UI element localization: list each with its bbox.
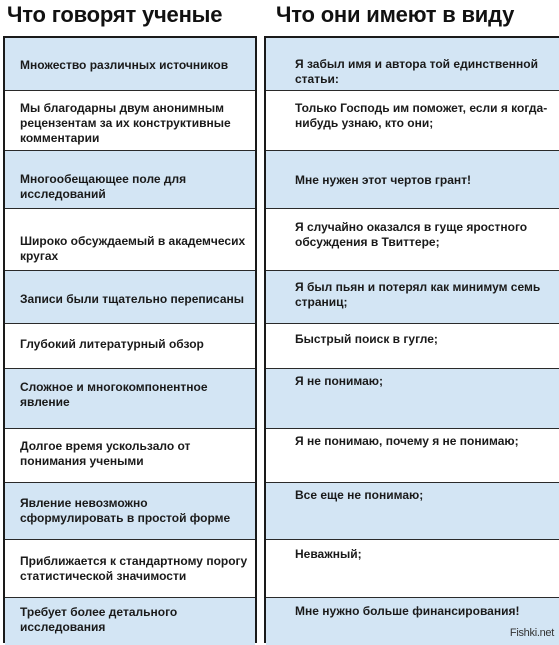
meant-row <box>266 540 559 598</box>
meant-text: Неважный; <box>295 547 362 561</box>
meant-row <box>266 429 559 483</box>
said-text: Записи были тщательно переписаны <box>20 292 245 306</box>
said-row <box>5 151 255 209</box>
meant-row <box>266 369 559 429</box>
said-column <box>3 36 257 643</box>
said-row <box>5 271 255 324</box>
meant-text: Я не понимаю; <box>295 374 384 388</box>
said-text: Множество различных источников <box>20 58 229 72</box>
meant-row <box>266 483 559 540</box>
right-column-title: Что они имеют в виду <box>276 2 515 27</box>
meant-text: Только Господь им поможет, если я когда-нибудь узнаю, кто они; <box>295 101 548 130</box>
meant-text: Мне нужен этот чертов грант! <box>295 173 472 187</box>
said-row <box>5 540 255 598</box>
said-text: Многообещающее поле для исследований <box>20 172 187 201</box>
said-row <box>5 483 255 540</box>
meant-text: Я случайно оказался в гуще яростного обсуждения в Твиттере; <box>295 220 528 249</box>
meant-row <box>266 324 559 369</box>
meant-row <box>266 271 559 324</box>
said-text: Глубокий литературный обзор <box>20 337 204 351</box>
said-text: Долгое время ускользало от понимания учеными <box>20 439 191 468</box>
said-row <box>5 429 255 483</box>
meant-text: Я не понимаю, почему я не понимаю; <box>295 434 519 448</box>
meant-row <box>266 209 559 271</box>
said-text: Требует более детального исследования <box>20 605 178 634</box>
meant-row <box>266 38 559 91</box>
meant-text: Я забыл имя и автора той единственной статьи: <box>295 57 538 86</box>
header <box>0 0 559 34</box>
meant-text: Все еще не понимаю; <box>295 488 424 502</box>
said-text: Широко обсуждаемый в академчесих кругах <box>20 234 246 263</box>
said-row <box>5 209 255 271</box>
said-row <box>5 598 255 645</box>
left-column-title: Что говорят ученые <box>7 2 223 27</box>
meant-row <box>266 91 559 151</box>
meant-text: Я был пьян и потерял как минимум семь страниц; <box>295 280 541 309</box>
said-text: Мы благодарны двум анонимным рецензентам за их конструктивные комментарии <box>20 101 231 145</box>
meant-column <box>264 36 559 643</box>
meant-text: Мне нужно больше финансирования! <box>295 604 520 618</box>
said-row <box>5 91 255 151</box>
meant-text: Быстрый поиск в гугле; <box>295 332 438 346</box>
watermark-logo: Fishki.net <box>509 627 554 639</box>
said-row <box>5 369 255 429</box>
meant-row <box>266 151 559 209</box>
said-row <box>5 324 255 369</box>
said-text: Сложное и многокомпонентное явление <box>20 380 208 409</box>
said-text: Явление невозможно сформулировать в простой форме <box>20 496 231 525</box>
said-text: Приближается к стандартному порогу статистической значимости <box>20 554 248 583</box>
said-row <box>5 38 255 91</box>
